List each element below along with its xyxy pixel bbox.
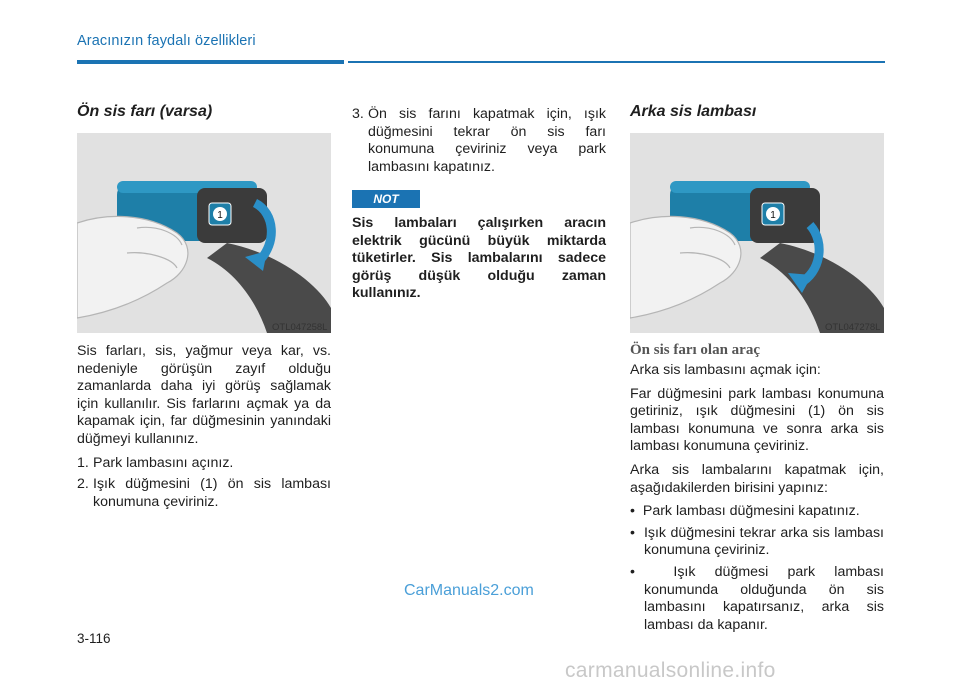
note-text: Sis lambaları çalışırken aracın elektrik gücünü büyük miktarda tüketirler. Sis lambalarını sadece görüş düşük olduğu zaman kullanınız. (352, 215, 606, 302)
list-item: • Işık düğmesini tekrar arka sis lambası konumuna çeviriniz. (630, 524, 884, 559)
middle-body (352, 106, 606, 176)
list-item: • Park lambası düğmesini kapatınız. (630, 503, 860, 520)
right-paragraph-3: Arka sis lambalarını kapatmak için, aşağıdakilerden birisini yapınız: (630, 461, 884, 496)
bullet-2-text: Işık düğmesini tekrar arka sis lambası konumuna çeviriniz. (643, 524, 884, 559)
step-2-text: Işık düğmesini (1) ön sis lambası konumuna çeviriniz. (93, 476, 331, 510)
list-item: • Işık düğmesi park lambası konumunda olduğunda ön sis lambasını kapatırsanız, arka sis lambası da kapanır. (630, 563, 884, 633)
watermark-link[interactable]: CarManuals2.com (404, 582, 534, 599)
light-switch-illustration-rear (630, 133, 884, 333)
section-heading-rear-fog: Arka sis lambası (630, 103, 757, 120)
footer-watermark: carmanualsonline.info (565, 659, 776, 682)
step-3 (352, 106, 606, 176)
bullet-3-text: Işık düğmesi park lambası konumunda olduğunda ön sis lambasını kapatırsanız, arka sis lambası da kapanır. (644, 563, 884, 633)
figure-code-right: OTL047278L (825, 322, 881, 333)
right-body (630, 362, 884, 634)
step-3-number: 3. (352, 106, 364, 122)
figure-marker-1-rear: 1 (770, 210, 776, 221)
figure-front-fog-switch (77, 133, 331, 333)
right-paragraph-2: Far düğmesini park lambası konumuna getiriniz, ışık düğmesini (1) ön sis lambası konumuna ve sonra arka sis lambası konumuna çeviriniz. (630, 385, 884, 455)
step-1 (77, 455, 331, 473)
left-body (77, 343, 331, 511)
note-badge: NOT (352, 190, 420, 208)
step-2 (77, 476, 331, 511)
page-header-title: Aracınızın faydalı özellikleri (77, 33, 256, 49)
light-switch-illustration (77, 133, 331, 333)
right-paragraph-1: Arka sis lambasını açmak için: (630, 362, 821, 378)
header-rule-thin (348, 61, 885, 63)
page-number: 3-116 (77, 631, 111, 646)
step-2-number: 2. (77, 476, 89, 493)
figure-rear-fog-switch (630, 133, 884, 333)
header-rule (77, 60, 344, 64)
step-1-number: 1. (77, 454, 89, 471)
step-1-text: Park lambasını açınız. (93, 454, 234, 471)
figure-marker-1: 1 (217, 210, 223, 221)
bullet-1-text: Park lambası düğmesini kapatınız. (642, 503, 860, 520)
left-paragraph: Sis farları, sis, yağmur veya kar, vs. nedeniyle görüşün zayıf olduğu zamanlarda daha iyi görüş sağlamak için kullanılır. Sis farlarını açmak ya da kapamak için, far düğmesinin yanındaki düğmeyi kullanınız. (77, 343, 331, 447)
section-heading-front-fog: Ön sis farı (varsa) (77, 103, 213, 120)
step-3-text: Ön sis farını kapatmak için, ışık düğmesini tekrar ön sis farı konumuna çeviriniz veya park lambasını kapatınız. (368, 106, 606, 175)
subheading-vehicle-with-front-fog: Ön sis farı olan araç (630, 342, 760, 358)
figure-code-left: OTL047258L (272, 322, 328, 333)
